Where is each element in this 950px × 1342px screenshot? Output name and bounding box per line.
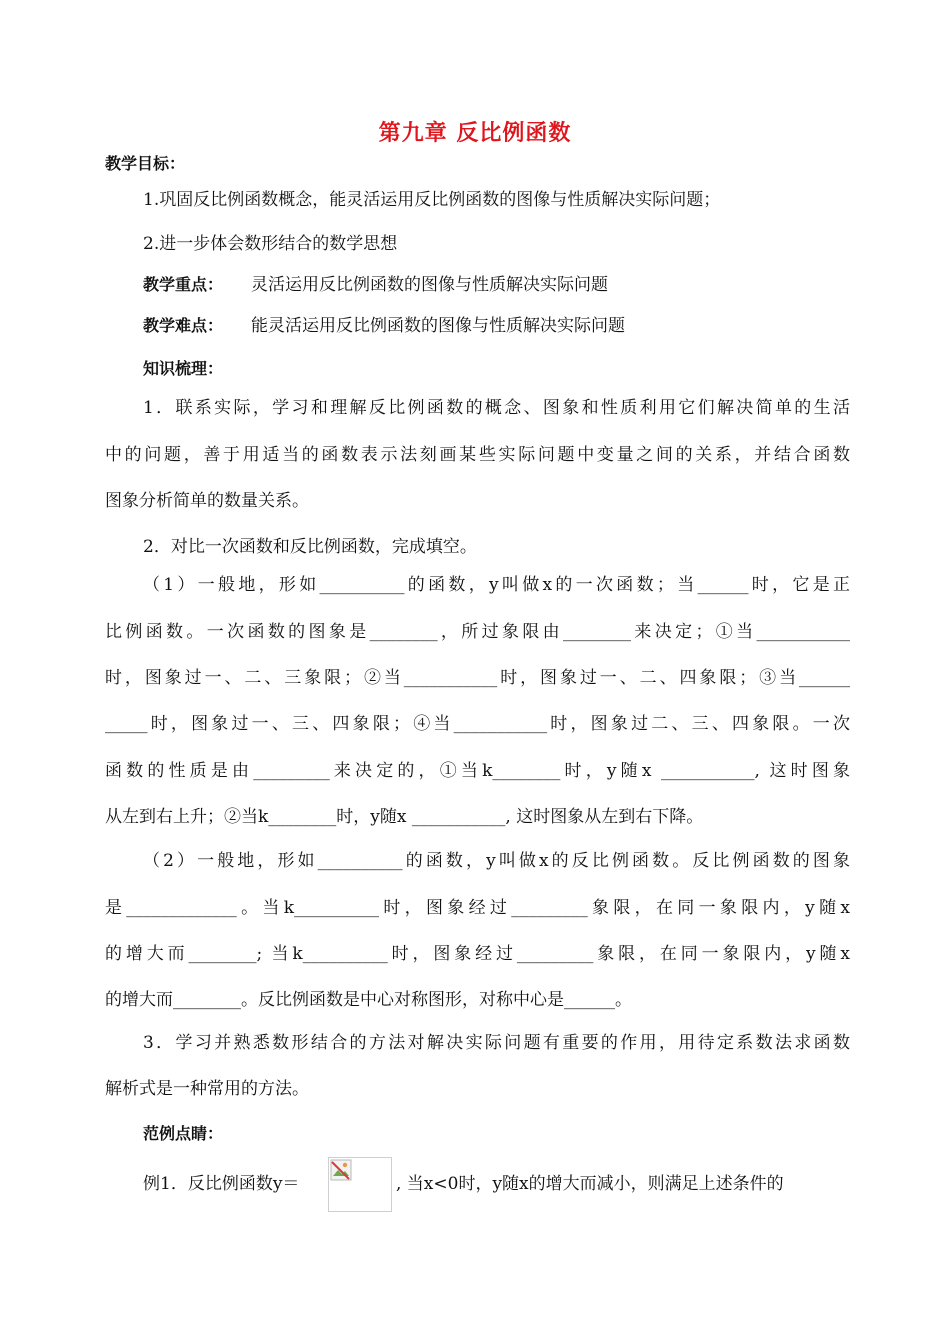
- knowledge-p1-line3: 图象分析简单的数量关系。: [105, 491, 309, 511]
- knowledge-heading: 知识梳理：: [143, 359, 224, 378]
- key-point-label: 教学重点：: [143, 275, 224, 294]
- objective-1: 1.巩固反比例函数概念，能灵活运用反比例函数的图像与性质解决实际问题；: [143, 190, 721, 210]
- knowledge-p3-line2: 解析式是一种常用的方法。: [105, 1079, 309, 1099]
- p2-2-line4: 的增大而________。反比例函数是中心对称图形，对称中心是______。: [105, 990, 632, 1010]
- p2-1-line4: _____时，图象过一、三、四象限；④当___________时，图象过二、三、四象限。一次: [105, 714, 850, 734]
- difficulty-text: 能灵活运用反比例函数的图像与性质解决实际问题: [251, 316, 626, 336]
- examples-heading: 范例点睛：: [143, 1124, 224, 1143]
- key-point-row: [143, 273, 888, 297]
- objectives-heading: 教学目标：: [105, 154, 186, 173]
- knowledge-p2: 2．对比一次函数和反比例函数，完成填空。: [143, 537, 477, 557]
- p2-1-line5: 函数的性质是由_________来决定的，①当k________时，y随x ___________, 这时图象: [105, 761, 850, 781]
- p2-2-line2: 是_____________。当k__________时，图象经过_________象限，在同一象限内，y随x: [105, 898, 850, 918]
- image-placeholder-icon: [330, 1159, 352, 1181]
- p2-1-line3: 时，图象过一、二、三象限；②当___________时，图象过一、二、四象限；③当______: [105, 668, 850, 688]
- broken-image-icon: [328, 1157, 392, 1212]
- difficulty-row: [143, 314, 888, 338]
- objective-2: 2.进一步体会数形结合的数学思想: [143, 234, 398, 254]
- difficulty-label: 教学难点：: [143, 316, 224, 335]
- page-title: 第九章 反比例函数: [378, 121, 572, 146]
- knowledge-p1-line2: 中的问题，善于用适当的函数表示法刻画某些实际问题中变量之间的关系，并结合函数: [105, 445, 850, 465]
- p2-1-line1: （1）一般地，形如__________的函数，y叫做x的一次函数；当______时，它是正: [143, 575, 850, 595]
- p2-2-line1: （2）一般地，形如__________的函数，y叫做x的反比例函数。反比例函数的图象: [143, 851, 850, 871]
- p2-1-line6: 从左到右上升；②当k________时，y随x ___________, 这时图象从左到右下降。: [105, 807, 704, 827]
- key-point-text: 灵活运用反比例函数的图像与性质解决实际问题: [251, 275, 609, 295]
- knowledge-p1-line1: 1．联系实际，学习和理解反比例函数的概念、图象和性质利用它们解决简单的生活: [143, 398, 850, 418]
- p2-1-line2: 比例函数。一次函数的图象是________，所过象限由________来决定；①当___________: [105, 622, 850, 642]
- p2-2-line3: 的增大而________; 当k__________时，图象经过_________象限，在同一象限内，y随x: [105, 944, 850, 964]
- example-1-after: , 当x<0时，y随x的增大而减小，则满足上述条件的: [396, 1174, 784, 1194]
- knowledge-p3-line1: 3．学习并熟悉数形结合的方法对解决实际问题有重要的作用，用待定系数法求函数: [143, 1033, 850, 1053]
- example-1-before: 例1．反比例函数y＝: [143, 1174, 300, 1194]
